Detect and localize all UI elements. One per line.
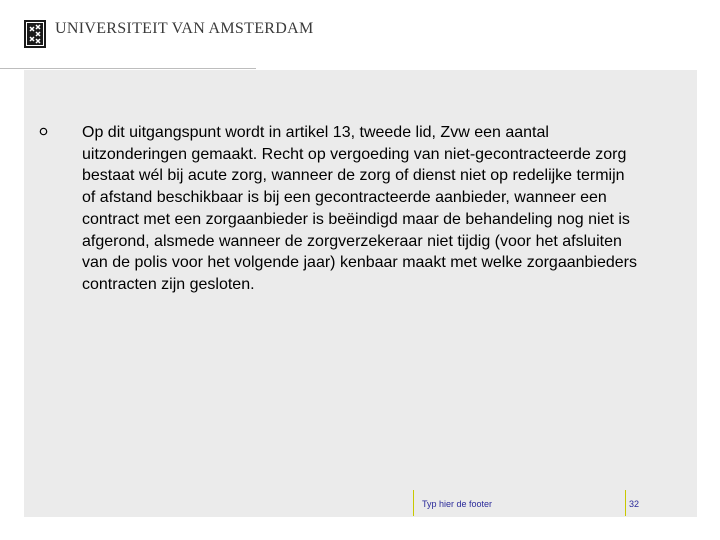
hollow-circle-bullet-icon xyxy=(39,127,48,136)
bullet-paragraph: Op dit uitgangspunt wordt in artikel 13, tweede lid, Zvw een aantal uitzonderingen gemaakt. Recht op vergoeding van niet-gecontracteerde zorg bestaat wél bij acute zorg, wanneer de zorg of dienst niet op redelijke termijn of afstand beschikbaar is bij een gecontracteerde aanbieder, wanneer een contract met een zorgaanbieder is beëindigd maar de behandeling nog niet is afgerond, alsmede wanneer de zorgverzekeraar niet tijdig (voor het afsluiten van de polis voor het volgende jaar) kenbaar maakt met welke zorgaanbieders contracten zijn gesloten. xyxy=(82,124,637,293)
university-logo-text: UNIVERSITEIT VAN AMSTERDAM xyxy=(55,20,314,37)
uva-emblem-icon xyxy=(24,20,46,48)
slide-header xyxy=(0,0,720,70)
footer-divider-left xyxy=(413,490,414,516)
footer-divider-right xyxy=(625,490,626,516)
slide-page-number: 32 xyxy=(629,499,640,509)
header-divider xyxy=(0,68,256,69)
footer-placeholder-text[interactable]: Typ hier de footer xyxy=(422,499,493,509)
